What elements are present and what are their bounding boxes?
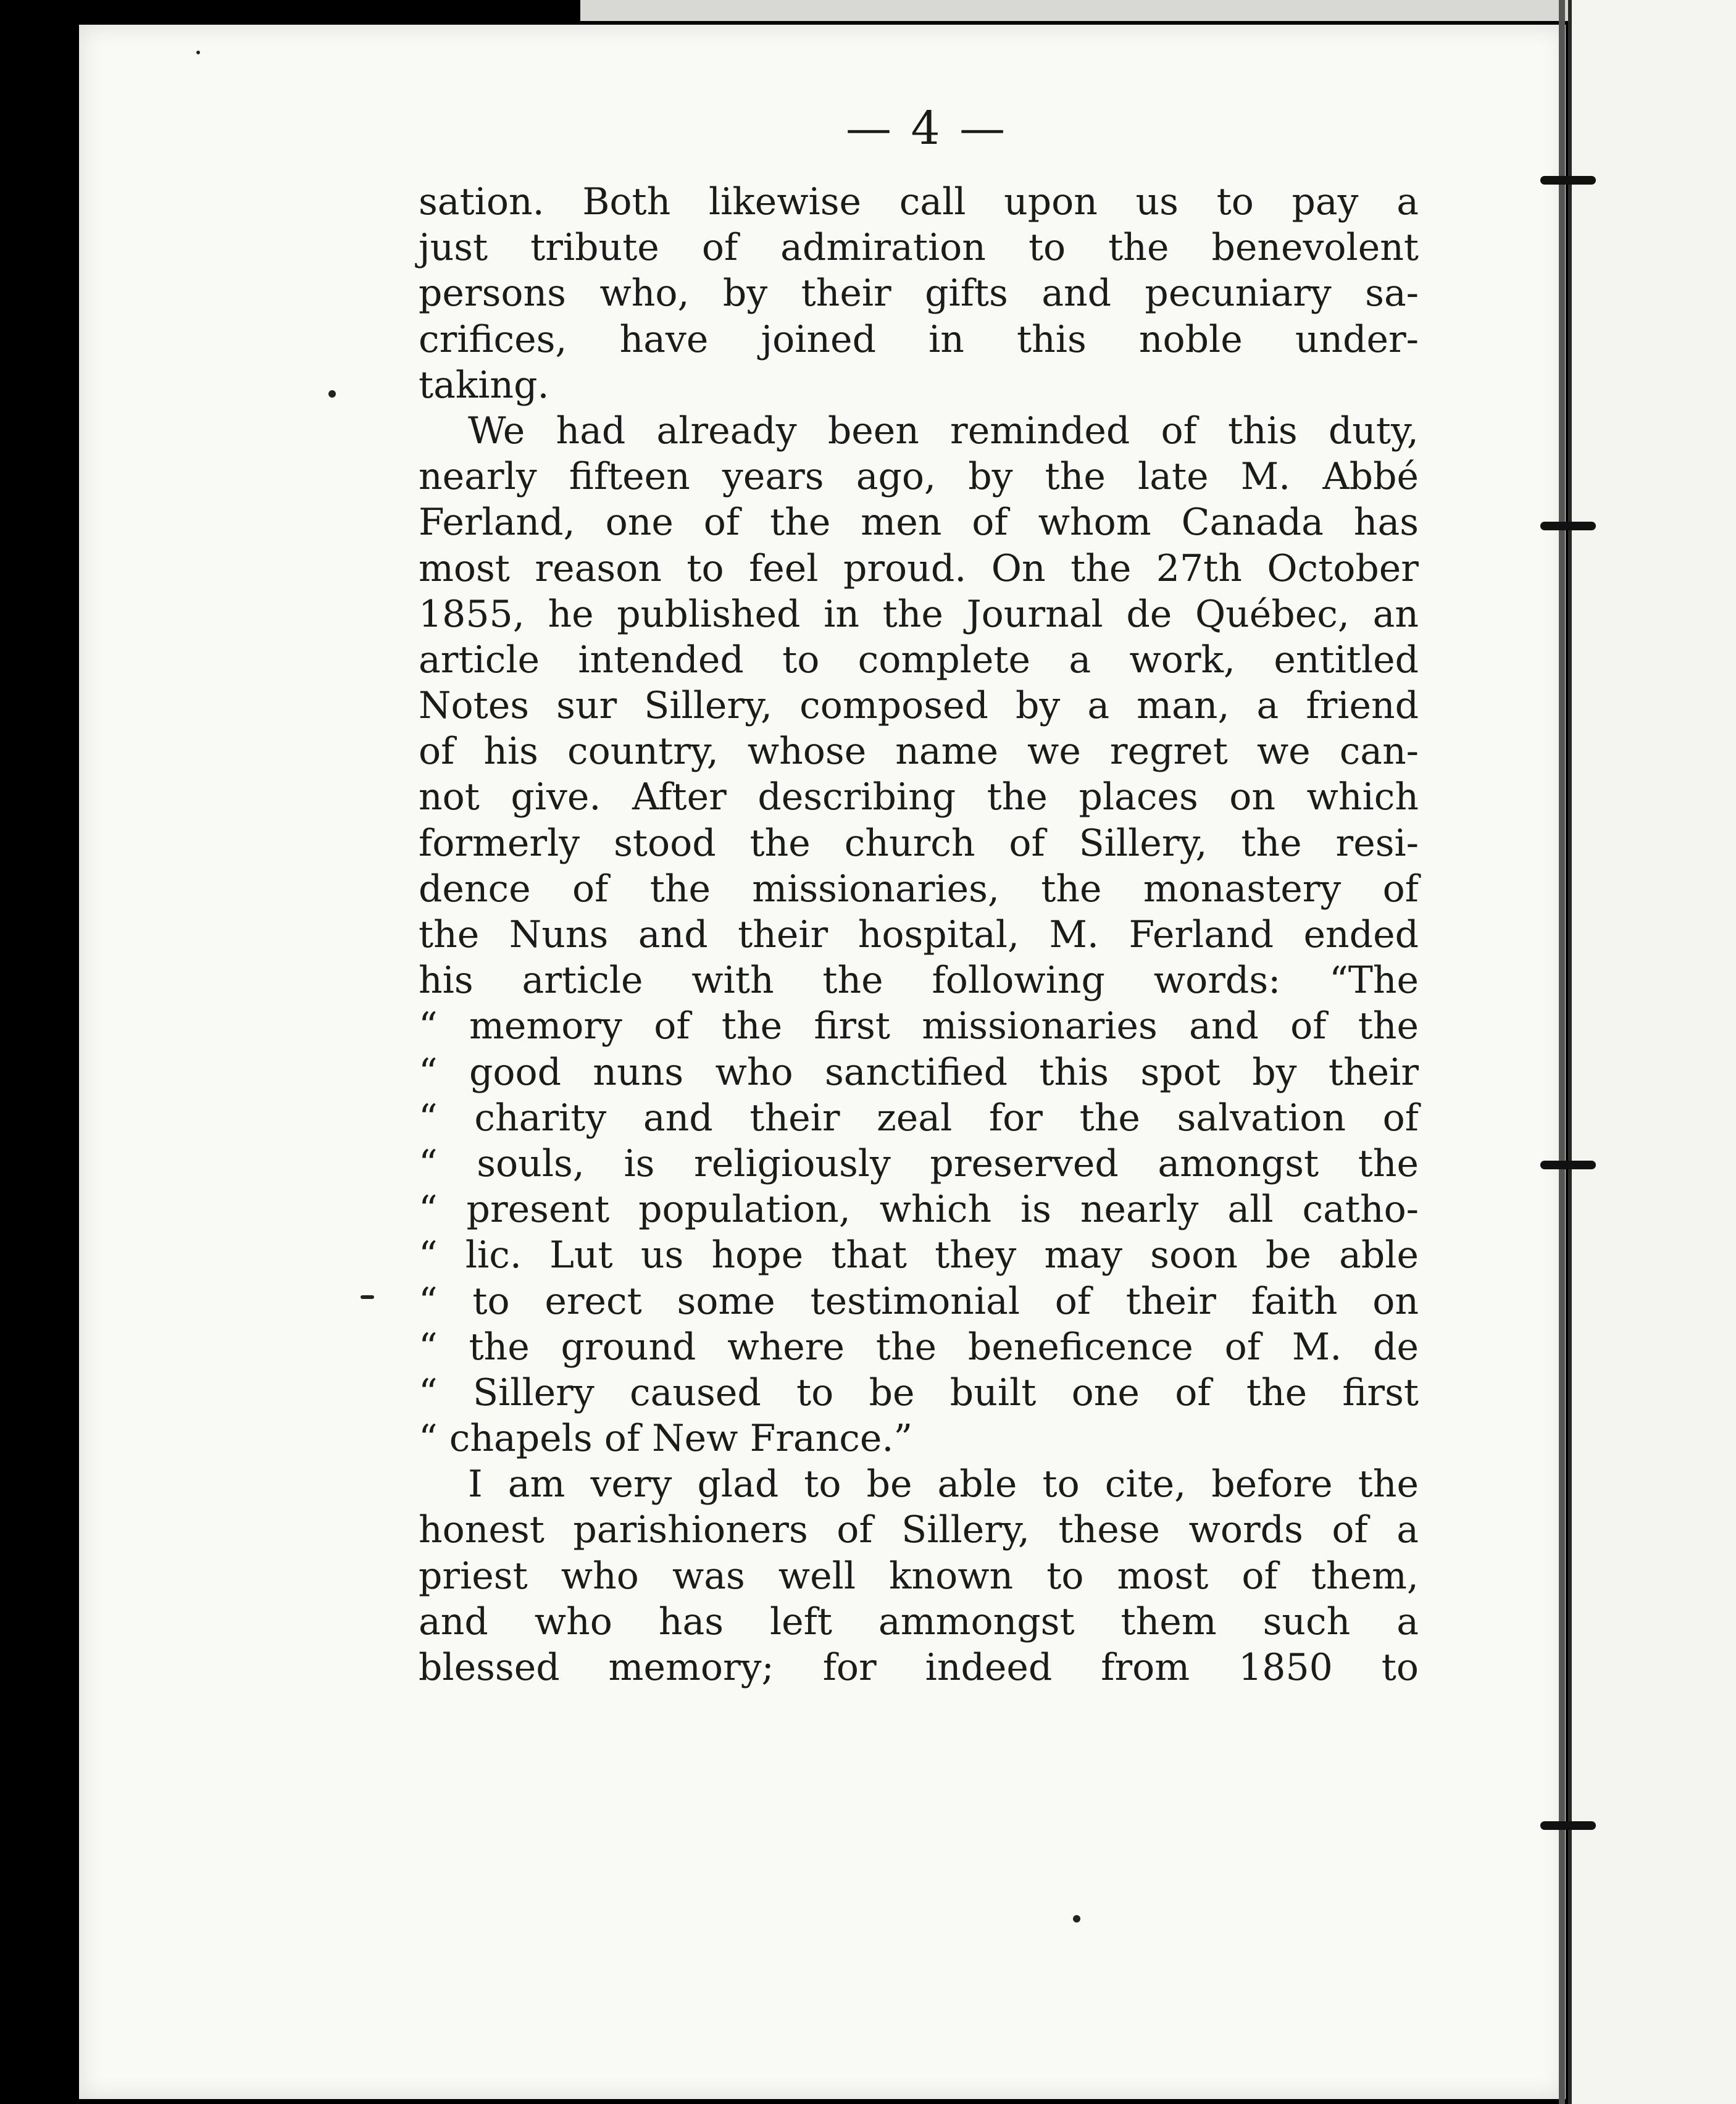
text-line: “ present population, which is nearly all catho- [419, 1188, 1419, 1232]
text-line: nearly fifteen years ago, by the late M. Abbé [419, 455, 1419, 499]
text-line: and who has left ammongst them such a [419, 1600, 1419, 1643]
body-text [419, 179, 1419, 1690]
text-line: of his country, whose name we regret we can- [419, 730, 1419, 774]
text-line: blessed memory; for indeed from 1850 to [419, 1646, 1419, 1689]
page-number: — 4 — [846, 102, 1008, 155]
text-line: “ the ground where the beneficence of M. de [419, 1325, 1419, 1369]
facing-page-edge [1568, 0, 1736, 2104]
text-line: most reason to feel proud. On the 27th October [419, 546, 1419, 590]
binding-edge [1559, 0, 1565, 2104]
top-edge-strip [580, 0, 1630, 21]
text-line: 1855, he published in the Journal de Québec, an [419, 592, 1419, 636]
binding-stitch [1540, 176, 1596, 185]
text-line: I am very glad to be able to cite, before the [468, 1463, 1419, 1506]
text-line: “ charity and their zeal for the salvation of [419, 1096, 1419, 1140]
text-line: “ chapels of New France.” [419, 1417, 913, 1461]
text-line: not give. After describing the places on which [419, 775, 1419, 819]
text-line: “ Sillery caused to be built one of the first [419, 1371, 1419, 1414]
text-line: crifices, have joined in this noble under- [419, 317, 1419, 361]
binding-stitch [1540, 1161, 1596, 1169]
text-line: Ferland, one of the men of whom Canada has [419, 501, 1419, 545]
scan-speck [1073, 1915, 1080, 1922]
text-line: “ souls, is religiously preserved amongst the [419, 1142, 1419, 1185]
text-line: “ to erect some testimonial of their faith on [419, 1279, 1419, 1323]
text-line: taking. [419, 363, 549, 407]
scan-speck [196, 51, 200, 54]
text-line: his article with the following words: “The [419, 959, 1419, 1003]
text-line: “ good nuns who sanctified this spot by their [419, 1050, 1419, 1094]
text-line: article intended to complete a work, entitled [419, 638, 1419, 682]
scan-speck [361, 1295, 374, 1299]
text-line: the Nuns and their hospital, M. Ferland ended [419, 913, 1419, 956]
text-line: dence of the missionaries, the monastery of [419, 867, 1419, 911]
text-line: just tribute of admiration to the benevolent [419, 226, 1419, 270]
scan-speck [328, 390, 336, 398]
text-line: sation. Both likewise call upon us to pay a [419, 180, 1419, 223]
text-line: formerly stood the church of Sillery, the resi- [419, 821, 1419, 865]
binding-stitch [1540, 1821, 1596, 1830]
text-line: priest who was well known to most of them, [419, 1554, 1419, 1598]
text-line: “ lic. Lut us hope that they may soon be able [419, 1234, 1419, 1277]
binding-stitch [1540, 522, 1596, 530]
text-line: honest parishioners of Sillery, these words of a [419, 1508, 1419, 1552]
text-line: “ memory of the first missionaries and of the [419, 1004, 1419, 1048]
text-line: Notes sur Sillery, composed by a man, a friend [419, 684, 1419, 728]
text-line: We had already been reminded of this duty, [468, 409, 1419, 453]
text-line: persons who, by their gifts and pecuniary sa- [419, 272, 1419, 315]
